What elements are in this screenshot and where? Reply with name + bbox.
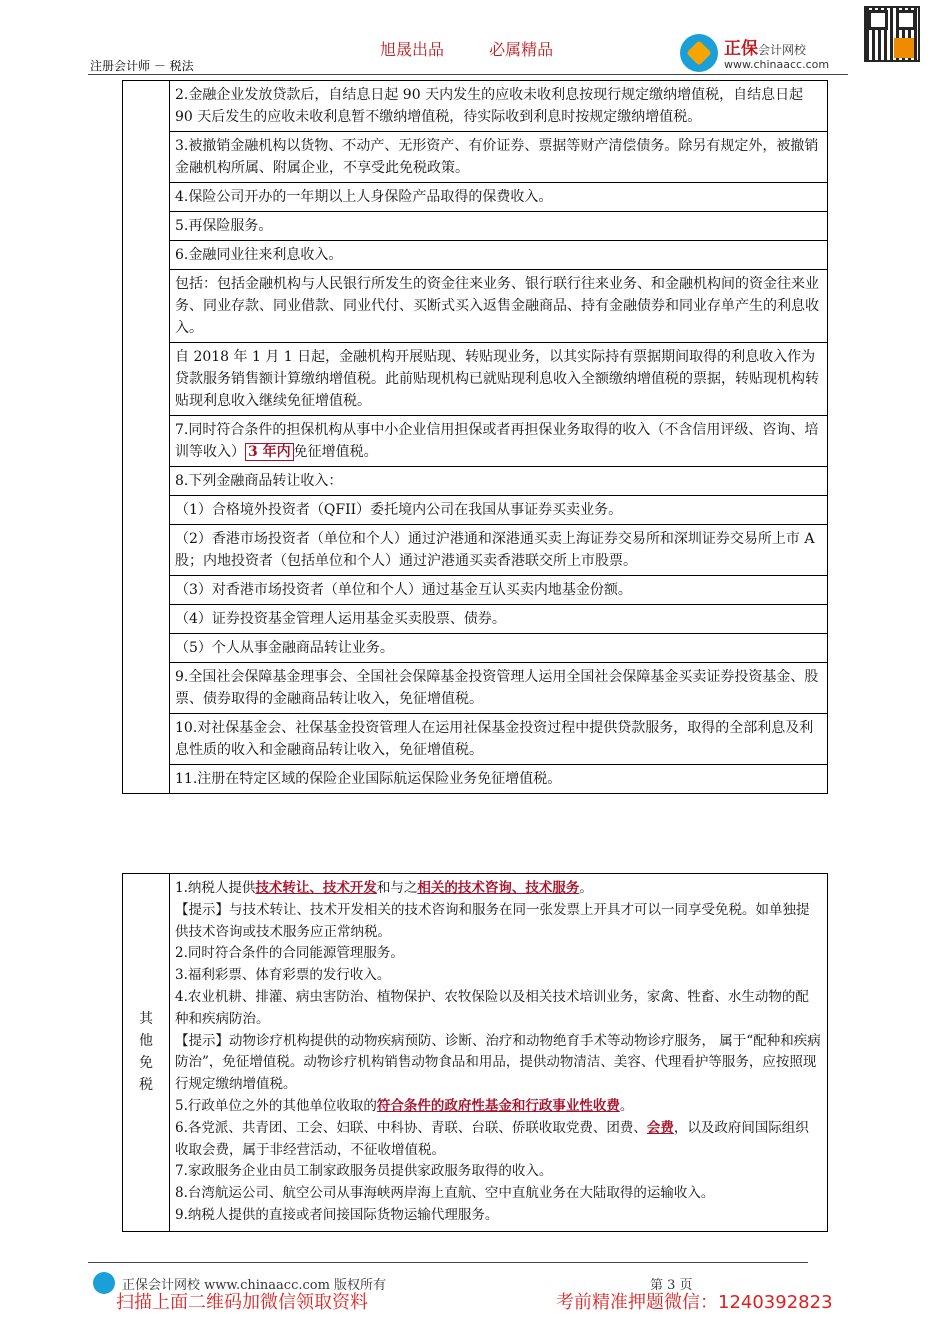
table-row <box>123 241 828 270</box>
item-3: 3.福利彩票、体育彩票的发行收入。 <box>175 967 391 984</box>
content-cell <box>170 874 828 1232</box>
subject-title: 注册会计师 － 税法 <box>90 59 194 73</box>
chinaacc-logo <box>680 32 855 76</box>
row-text: 2.金融企业发放贷款后，自结息日起 90 天内发生的应收未收利息按现行规定缴纳增值税，自结息日起 90 天后发生的应收未收利息暂不缴纳增值税，待实际收到利息时按规定缴纳增值税。 <box>170 81 828 132</box>
row-text: 5.再保险服务。 <box>170 212 828 241</box>
qr-badge-icon <box>894 38 914 58</box>
category-cell <box>123 874 170 1232</box>
row-text: 8.下列金融商品转让收入： <box>170 467 828 496</box>
page-number: 第 3 页 <box>650 1278 693 1293</box>
item-5: 5.行政单位之外的其他单位收取的符合条件的政府性基金和行政事业性收费。 <box>175 1097 634 1114</box>
promo-left: 扫描上面二维码加微信领取资料 <box>116 1292 368 1313</box>
table-row <box>123 416 828 467</box>
row-text: 9.全国社会保障基金理事会、全国社会保障基金投资管理人运用全国社会保障基金买卖证券投资基金、股票、债券取得的金融商品转让收入，免征增值税。 <box>170 663 828 714</box>
keyword: 相关的技术咨询、技术服务 <box>417 880 580 896</box>
row-text: （1）合格境外投资者（QFII）委托境内公司在我国从事证券买卖业务。 <box>170 496 828 525</box>
row-text: 包括：包括金融机构与人民银行所发生的资金往来业务、银行联行往来业务、和金融机构间的资金往来业务、同业存款、同业借款、同业代付、买断式买入返售金融商品、持有金融债券和同业存单产生的利息收入。 <box>170 270 828 343</box>
header-divider <box>88 74 848 75</box>
table-row <box>123 525 828 576</box>
row-text: （5）个人从事金融商品转让业务。 <box>170 634 828 663</box>
row-text: 6.金融同业往来利息收入。 <box>170 241 828 270</box>
table-row <box>123 634 828 663</box>
item-2: 2.同时符合条件的合同能源管理服务。 <box>175 945 404 962</box>
row-text: 3.被撤销金融机构以货物、不动产、无形资产、有价证券、票据等财产清偿债务。除另有规定外，被撤销金融机构所属、附属企业，不享受此免税政策。 <box>170 132 828 183</box>
header-slogan <box>380 37 593 60</box>
item-8: 8.台湾航运公司、航空公司从事海峡两岸海上直航、空中直航业务在大陆取得的运输收入。 <box>175 1185 715 1202</box>
table-row <box>123 270 828 343</box>
row-text: 7.同时符合条件的担保机构从事中小企业信用担保或者再担保业务取得的收入（不含信用评级、咨询、培训等收入） 3 年内 免征增值税。 <box>170 416 828 467</box>
footer-copyright: 正保会计网校 www.chinaacc.com 版权所有 <box>122 1278 387 1293</box>
category-label: 其 他 免 税 <box>139 1011 153 1094</box>
promo-right: 考前精准押题微信：1240392823 <box>556 1292 833 1313</box>
table-row <box>123 496 828 525</box>
row-text: 自 2018 年 1 月 1 日起，金融机构开展贴现、转贴现业务，以其实际持有票据期间取得的利息收入作为贷款服务销售额计算缴纳增值税。此前贴现机构已就贴现利息收入全额缴纳增值税的票据，转贴现机构转贴现利息收入继续免征增值税。 <box>170 343 828 416</box>
item-6: 6.各党派、共青团、工会、妇联、中科协、青联、台联、侨联收取党费、团费、会费，以及政府间国际组织收取会费，属于非经营活动，不征收增值税。 <box>175 1119 809 1158</box>
table-row <box>123 467 828 496</box>
item-1: 1.纳税人提供技术转让、技术开发和与之相关的技术咨询、技术服务。 <box>175 880 593 896</box>
row-text: 11.注册在特定区域的保险企业国际航运保险业务免征增值税。 <box>170 765 828 794</box>
footer-logo-icon <box>93 1272 115 1294</box>
table-row <box>123 874 828 1232</box>
table-row <box>123 212 828 241</box>
category-cell <box>123 81 170 794</box>
slogan-1: 旭晟出品 <box>380 40 445 59</box>
logo-url: www.chinaacc.com <box>724 58 830 71</box>
table-row <box>123 605 828 634</box>
keyword: 技术转让、技术开发 <box>255 880 377 896</box>
table-row <box>123 343 828 416</box>
table-row <box>123 663 828 714</box>
tip-2: 【提示】动物诊疗机构提供的动物疾病预防、诊断、治疗和动物绝育手术等动物诊疗服务， 属于“配种和疾病防治”，免征增值税。动物诊疗机构销售动物食品和用品，提供动物清洁、美容、代理看护等服务，应按照现行规定缴纳增值税。 <box>175 1032 821 1093</box>
row-text: 4.保险公司开办的一年期以上人身保险产品取得的保费收入。 <box>170 183 828 212</box>
highlight-period: 3 年内 <box>245 443 294 461</box>
keyword: 会费 <box>646 1119 674 1136</box>
row-text: （4）证券投资基金管理人运用基金买卖股票、债券。 <box>170 605 828 634</box>
table-row <box>123 576 828 605</box>
other-exemptions-table <box>122 873 828 1232</box>
footer-divider <box>88 1262 808 1263</box>
table-row <box>123 714 828 765</box>
keyword: 符合条件的政府性基金和行政事业性收费 <box>376 1097 620 1114</box>
logo-name: 正保会计网校 <box>724 39 807 59</box>
financial-exemptions-table <box>122 80 828 794</box>
table-row <box>123 132 828 183</box>
table-row <box>123 183 828 212</box>
slogan-2: 必属精品 <box>489 40 554 59</box>
item-4: 4.农业机耕、排灌、病虫害防治、植物保护、农牧保险以及相关技术培训业务，家禽、牲畜、水生动物的配种和疾病防治。 <box>175 988 809 1027</box>
logo-icon <box>680 34 718 72</box>
item-7: 7.家政服务企业由员工制家政服务员提供家政服务取得的收入。 <box>175 1163 553 1180</box>
tip-1: 【提示】与技术转让、技术开发相关的技术咨询和服务在同一张发票上开具才可以一同享受免税。如单独提供技术咨询或技术服务应正常纳税。 <box>175 901 810 940</box>
item-9: 9.纳税人提供的直接或者间接国际货物运输代理服务。 <box>175 1206 499 1223</box>
table-row <box>123 81 828 132</box>
row-text: （3）对香港市场投资者（单位和个人）通过基金互认买卖内地基金份额。 <box>170 576 828 605</box>
row-text: （2）香港市场投资者（单位和个人）通过沪港通和深港通买卖上海证券交易所和深圳证券交易所上市 A 股；内地投资者（包括单位和个人）通过沪港通买卖香港联交所上市股票。 <box>170 525 828 576</box>
row-text: 10.对社保基金会、社保基金投资管理人在运用社保基金投资过程中提供贷款服务，取得的全部利息及利息性质的收入和金融商品转让收入，免征增值税。 <box>170 714 828 765</box>
table-row <box>123 765 828 794</box>
